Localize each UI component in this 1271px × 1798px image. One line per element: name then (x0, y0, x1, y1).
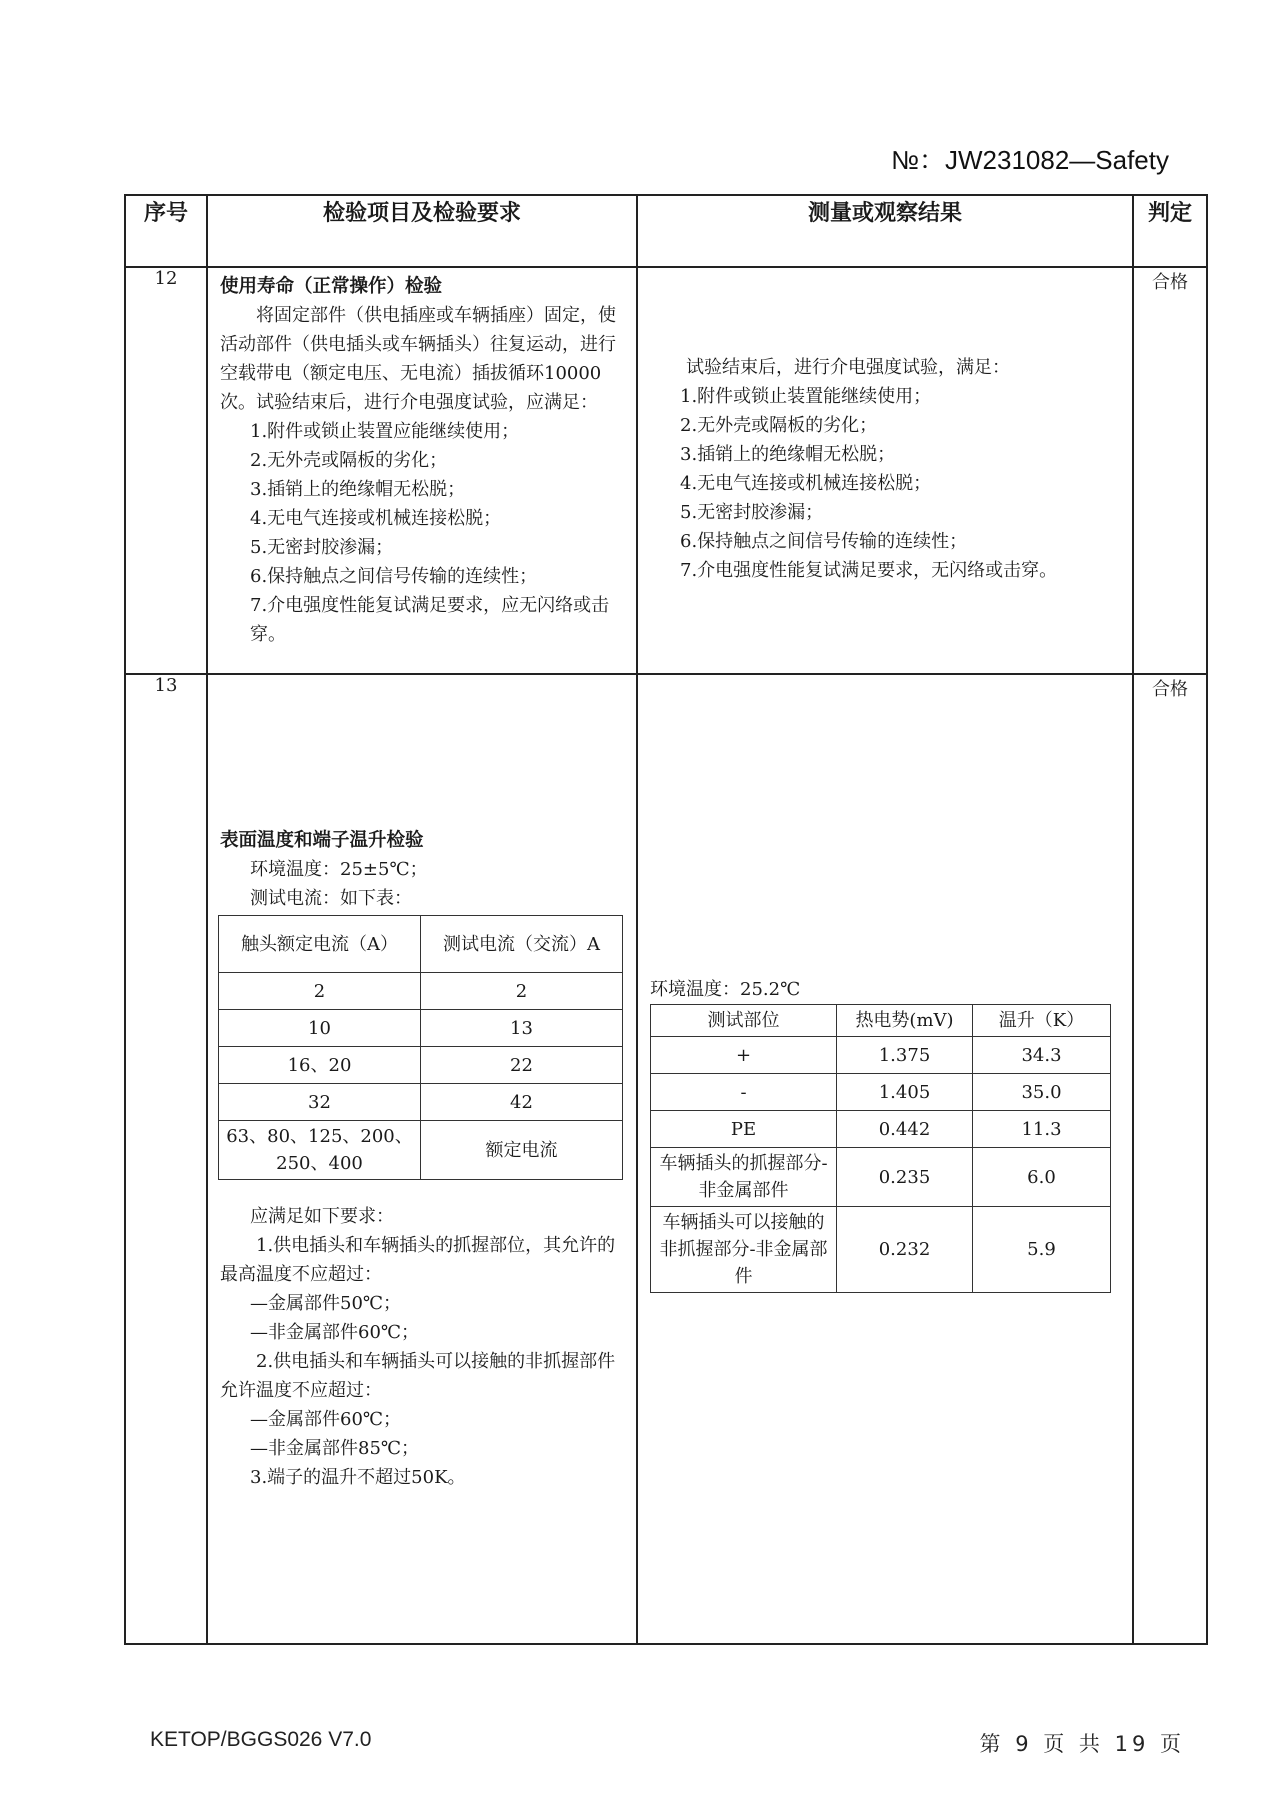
header-result: 测量或观察结果 (637, 195, 1133, 267)
list-item: 7.介电强度性能复试满足要求，无闪络或击穿。 (680, 559, 1058, 581)
temperature-rise-table (650, 1004, 1111, 1293)
row-13-title: 表面温度和端子温升检验 (220, 830, 424, 851)
row-13-result-ambient: 环境温度：25.2℃ (650, 979, 801, 1000)
row-13-req-2: 2.供电插头和车辆插头可以接触的非抓握部件允许温度不应超过： (220, 1351, 616, 1401)
row-12-result (637, 267, 1133, 674)
sub-table-cell: 32 (219, 1084, 421, 1121)
row-12-title: 使用寿命（正常操作）检验 (220, 276, 443, 297)
sub-table-cell: 22 (421, 1047, 623, 1084)
sub-table-row (651, 1111, 1111, 1148)
inspection-table (124, 194, 1208, 1645)
sub-table-row (651, 1074, 1111, 1111)
table-row-13 (125, 674, 1207, 1644)
list-item: 3.插销上的绝缘帽无松脱； (250, 479, 466, 500)
sub-table-header-cell: 温升（K） (973, 1005, 1111, 1037)
row-13-result (637, 674, 1133, 1644)
list-item: 5.无密封胶渗漏； (680, 501, 824, 523)
sub-table-cell: 16、20 (219, 1047, 421, 1084)
row-12-result-items (650, 382, 1122, 585)
sub-table-row (219, 1047, 623, 1084)
report-number: №：JW231082—Safety (891, 145, 1169, 175)
row-13-req-intro: 应满足如下要求： (250, 1206, 394, 1227)
sub-table-header-row (651, 1005, 1111, 1037)
sub-table-cell: 63、80、125、200、250、400 (219, 1121, 421, 1180)
row-13-verdict: 合格 (1133, 674, 1207, 1644)
row-12-items (220, 417, 626, 649)
row-12-requirement (207, 267, 637, 674)
sub-table-cell: PE (651, 1111, 837, 1148)
sub-table-cell: 额定电流 (421, 1121, 623, 1180)
row-12-result-intro: 试验结束后，进行介电强度试验，满足： (686, 356, 1010, 378)
list-item: 1.附件或锁止装置应能继续使用； (250, 421, 520, 442)
row-13-current-note: 测试电流：如下表： (250, 888, 412, 909)
row-12-verdict: 合格 (1133, 267, 1207, 674)
sub-table-cell: 10 (219, 1010, 421, 1047)
header-verdict: 判定 (1133, 195, 1207, 267)
sub-table-header-cell: 测试部位 (651, 1005, 837, 1037)
sub-table-cell: 0.235 (837, 1148, 973, 1207)
list-item: 7.介电强度性能复试满足要求，应无闪络或击穿。 (250, 595, 610, 645)
row-13-ambient: 环境温度：25±5℃； (250, 859, 428, 880)
sub-table-cell: 11.3 (973, 1111, 1111, 1148)
sub-table-row (219, 1084, 623, 1121)
list-item: 4.无电气连接或机械连接松脱； (250, 508, 502, 529)
sub-table-cell: 2 (219, 973, 421, 1010)
sub-table-cell: 1.405 (837, 1074, 973, 1111)
header-no: 序号 (125, 195, 207, 267)
sub-table-cell: 42 (421, 1084, 623, 1121)
sub-table-cell: 0.442 (837, 1111, 973, 1148)
sub-table-cell: 35.0 (973, 1074, 1111, 1111)
row-13-req-1a: —金属部件50℃； (250, 1293, 402, 1314)
sub-table-header-cell: 触头额定电流（A） (219, 916, 421, 973)
list-item: 2.无外壳或隔板的劣化； (680, 414, 878, 436)
sub-table-cell: + (651, 1037, 837, 1074)
sub-table-row (651, 1148, 1111, 1207)
row-13-req-2a: —金属部件60℃； (250, 1409, 402, 1430)
row-13-req-1: 1.供电插头和车辆插头的抓握部位，其允许的最高温度不应超过： (220, 1235, 616, 1285)
sub-table-cell: 1.375 (837, 1037, 973, 1074)
table-header-row (125, 195, 1207, 267)
row-13-requirement (207, 674, 637, 1644)
sub-table-cell: 2 (421, 973, 623, 1010)
page-number: 第 9 页 共 19 页 (979, 1732, 1185, 1756)
list-item: 6.保持触点之间信号传输的连续性； (250, 566, 538, 587)
sub-table-header-row (219, 916, 623, 973)
sub-table-header-cell: 热电势(mV) (837, 1005, 973, 1037)
sub-table-row (219, 1010, 623, 1047)
sub-table-cell: 车辆插头可以接触的非抓握部分-非金属部件 (651, 1207, 837, 1293)
sub-table-cell: 13 (421, 1010, 623, 1047)
row-13-no: 13 (125, 674, 207, 1644)
list-item: 5.无密封胶渗漏； (250, 537, 394, 558)
list-item: 1.附件或锁止装置能继续使用； (680, 385, 932, 407)
sub-table-cell: 5.9 (973, 1207, 1111, 1293)
form-code: KETOP/BGGS026 V7.0 (150, 1728, 372, 1751)
sub-table-row (651, 1037, 1111, 1074)
row-13-req-1b: —非金属部件60℃； (250, 1322, 420, 1343)
header-requirement: 检验项目及检验要求 (207, 195, 637, 267)
row-13-req-3: 3.端子的温升不超过50K。 (250, 1467, 466, 1488)
sub-table-cell: 车辆插头的抓握部分-非金属部件 (651, 1148, 837, 1207)
list-item: 2.无外壳或隔板的劣化； (250, 450, 448, 471)
list-item: 6.保持触点之间信号传输的连续性； (680, 530, 968, 552)
row-12-no: 12 (125, 267, 207, 674)
table-row-12 (125, 267, 1207, 674)
test-current-table (218, 915, 623, 1180)
sub-table-row (219, 1121, 623, 1180)
row-13-req-2b: —非金属部件85℃； (250, 1438, 420, 1459)
sub-table-cell: 34.3 (973, 1037, 1111, 1074)
sub-table-header-cell: 测试电流（交流）A (421, 916, 623, 973)
sub-table-cell: 6.0 (973, 1148, 1111, 1207)
list-item: 4.无电气连接或机械连接松脱； (680, 472, 932, 494)
list-item: 3.插销上的绝缘帽无松脱； (680, 443, 896, 465)
sub-table-row (651, 1207, 1111, 1293)
sub-table-cell: 0.232 (837, 1207, 973, 1293)
sub-table-row (219, 973, 623, 1010)
row-12-intro: 将固定部件（供电插座或车辆插座）固定，使活动部件（供电插头或车辆插头）往复运动，进行空载带电（额定电压、无电流）插拔循环10000次。试验结束后，进行介电强度试验，应满足： (220, 305, 616, 413)
sub-table-cell: - (651, 1074, 837, 1111)
